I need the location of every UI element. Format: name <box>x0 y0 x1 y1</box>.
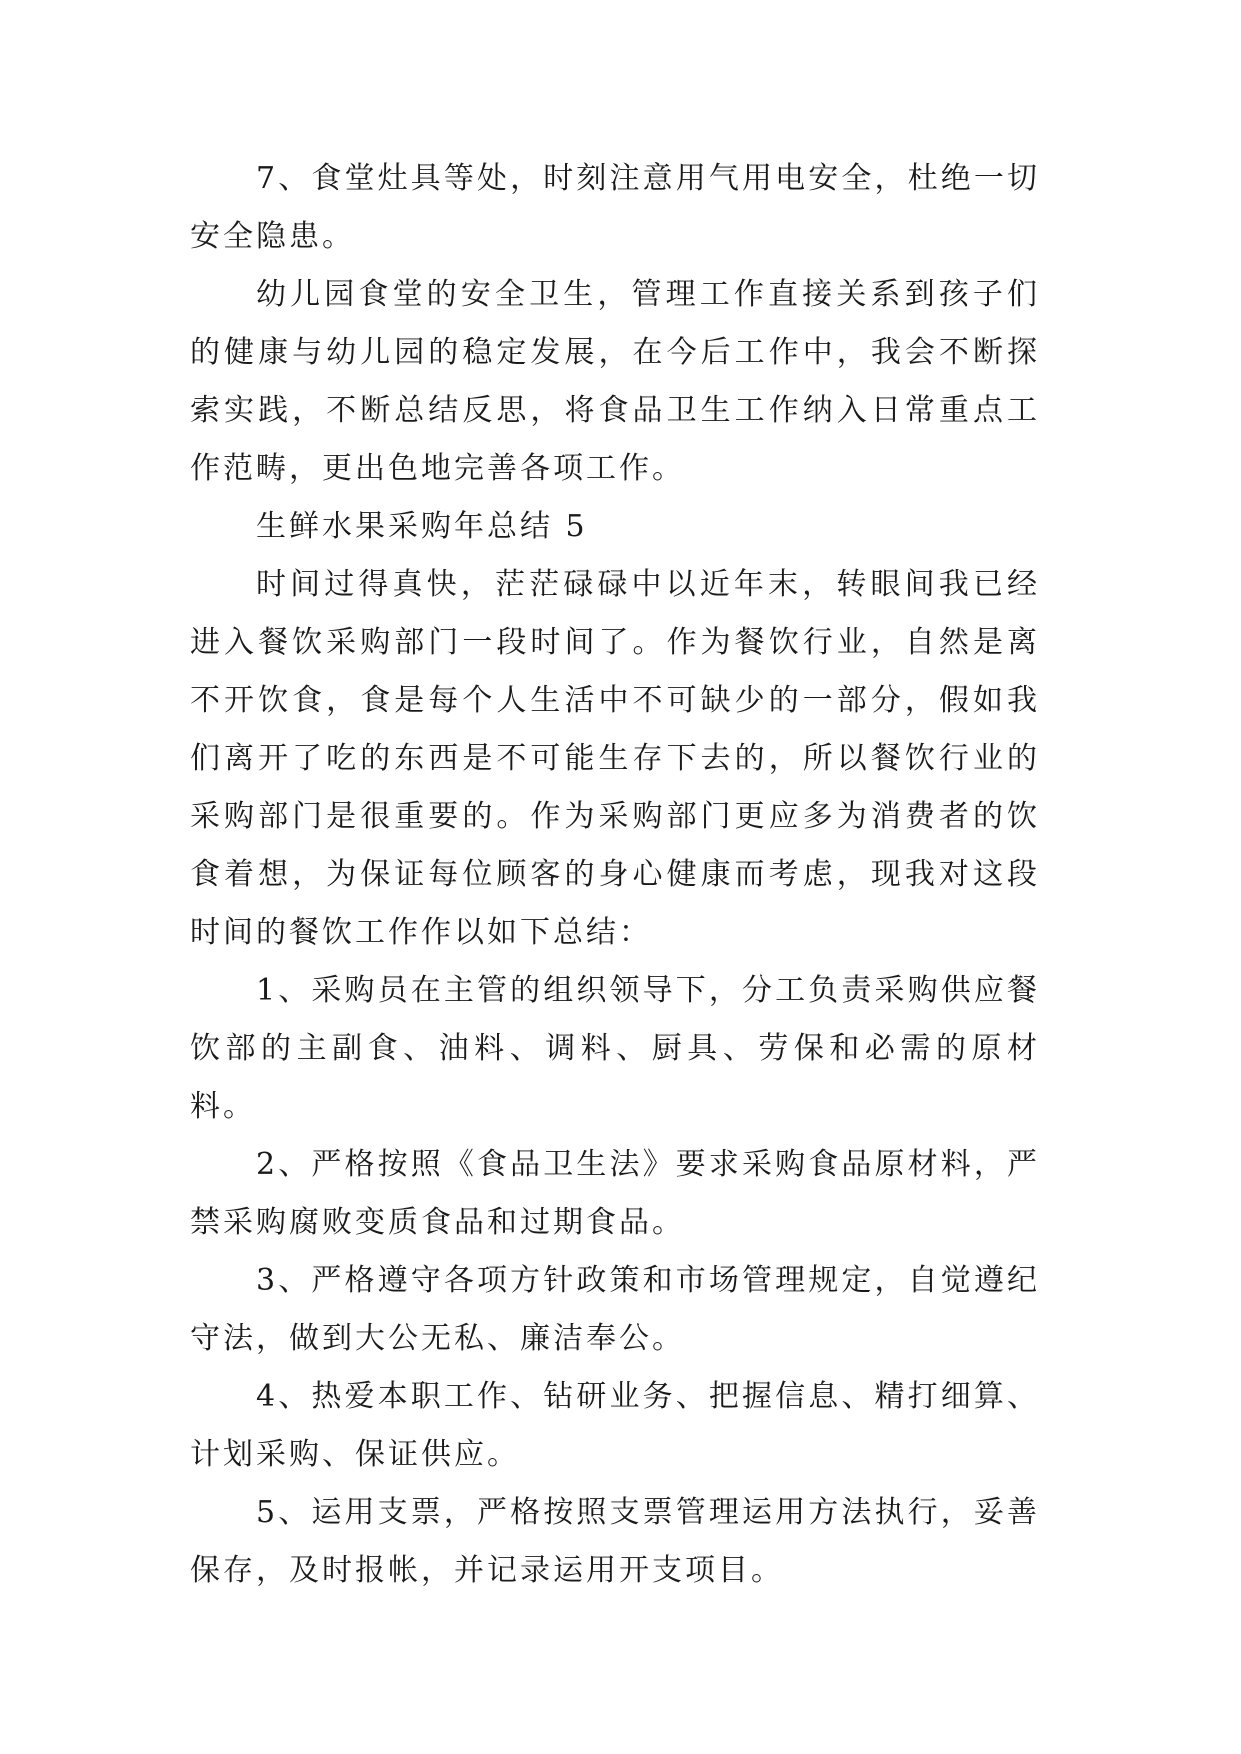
paragraph-safety-item-7: 7、食堂灶具等处，时刻注意用气用电安全，杜绝一切安全隐患。 <box>190 161 1040 254</box>
paragraph-item-2: 2、严格按照《食品卫生法》要求采购食品原材料，严禁采购腐败变质食品和过期食品。 <box>190 1147 1040 1240</box>
document-body <box>190 150 1040 1600</box>
paragraph-intro: 时间过得真快，茫茫碌碌中以近年末，转眼间我已经进入餐饮采购部门一段时间了。作为餐饮行业，自然是离不开饮食，食是每个人生活中不可缺少的一部分，假如我们离开了吃的东西是不可能生存下去的，所以餐饮行业的采购部门是很重要的。作为采购部门更应多为消费者的饮食着想，为保证每位顾客的身心健康而考虑，现我对这段时间的餐饮工作作以如下总结： <box>190 567 1040 950</box>
paragraph-item-3: 3、严格遵守各项方针政策和市场管理规定，自觉遵纪守法，做到大公无私、廉洁奉公。 <box>190 1263 1040 1356</box>
section-title: 生鲜水果采购年总结 5 <box>256 509 588 544</box>
paragraph-item-1: 1、采购员在主管的组织领导下，分工负责采购供应餐饮部的主副食、油料、调料、厨具、劳保和必需的原材料。 <box>190 973 1040 1124</box>
paragraph-item-4: 4、热爱本职工作、钻研业务、把握信息、精打细算、计划采购、保证供应。 <box>190 1379 1040 1472</box>
paragraph-item-5: 5、运用支票，严格按照支票管理运用方法执行，妥善保存，及时报帐，并记录运用开支项目。 <box>190 1495 1040 1588</box>
paragraph-canteen-summary: 幼儿园食堂的安全卫生，管理工作直接关系到孩子们的健康与幼儿园的稳定发展，在今后工作中，我会不断探索实践，不断总结反思，将食品卫生工作纳入日常重点工作范畴，更出色地完善各项工作。 <box>190 277 1040 486</box>
